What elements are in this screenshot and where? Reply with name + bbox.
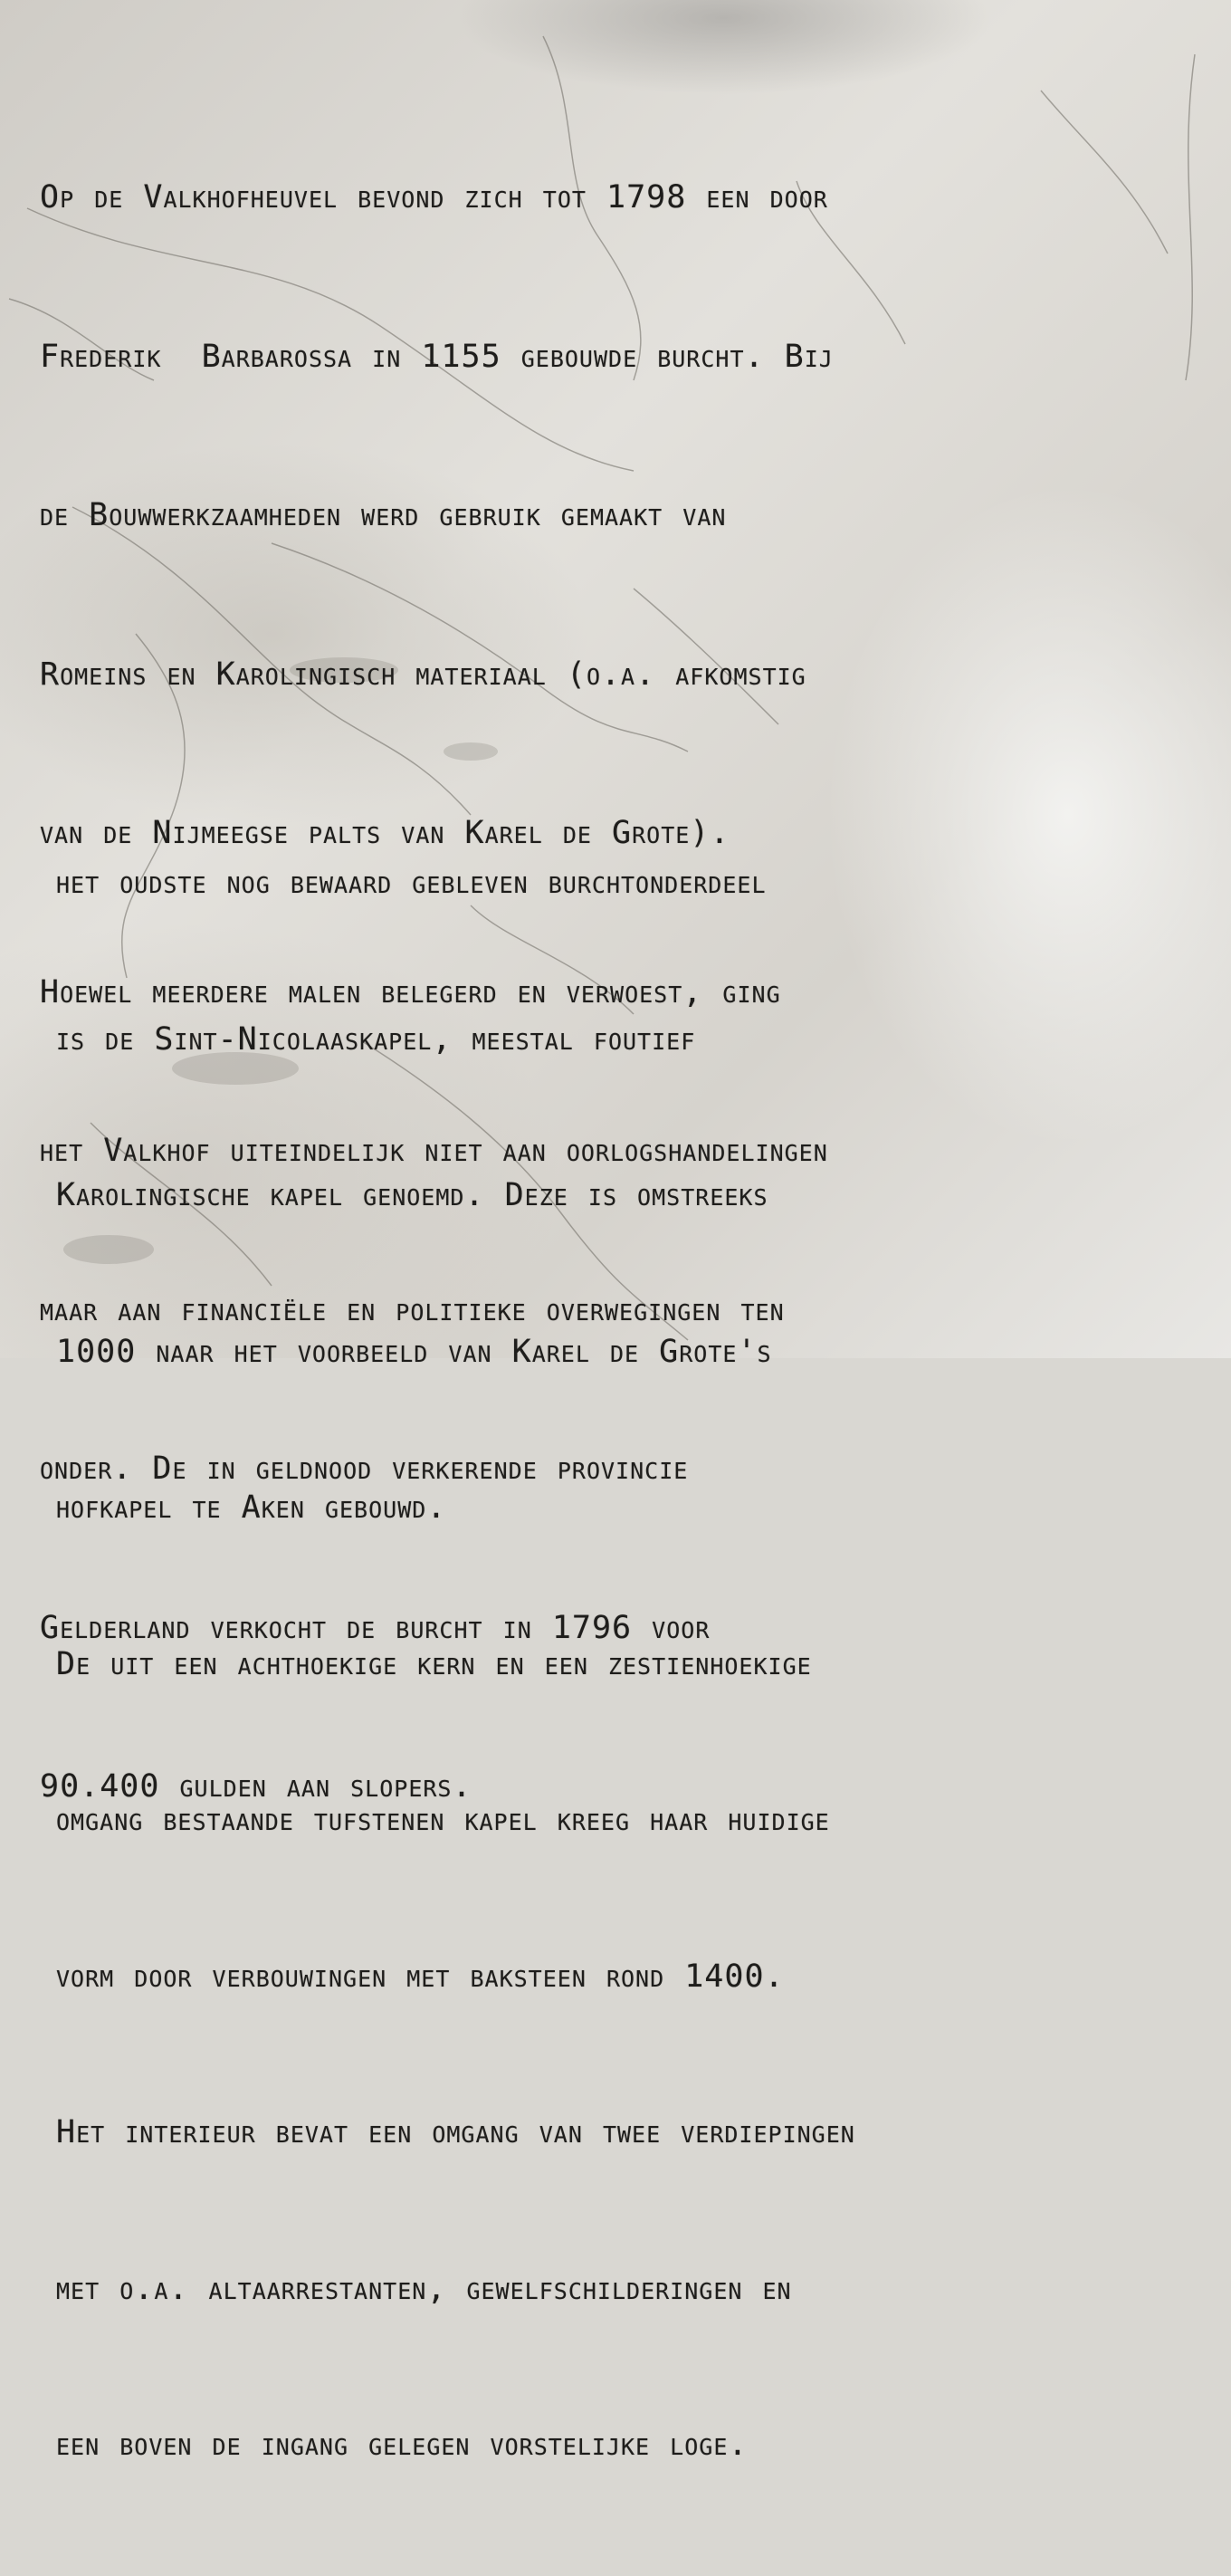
text-line: het oudste nog bewaard gebleven burchtonderdeel bbox=[56, 865, 767, 901]
text-line: met o.a. altaarrestanten, gewelfschilderingen en bbox=[56, 2270, 792, 2307]
text-line: Hoewel meerdere malen belegerd en verwoest, ging bbox=[40, 973, 781, 1010]
text-line: van de Nijmeegse palts van Karel de Grote). bbox=[40, 815, 730, 851]
text-line: De uit een achthoekige kern en een zestienhoekige bbox=[56, 1645, 812, 1682]
text-line: hofkapel te Aken gebouwd. bbox=[56, 1489, 447, 1526]
text-line: Gelderland verkocht de burcht in 1796 voor bbox=[40, 1609, 711, 1646]
text-line: maar aan financiële en politieke overwegingen ten bbox=[40, 1291, 785, 1328]
crack-line bbox=[1186, 54, 1195, 380]
text-line: de Bouwwerkzaamheden werd gebruik gemaakt van bbox=[40, 497, 727, 533]
text-line: Op de Valkhofheuvel bevond zich tot 1798 een door bbox=[40, 179, 828, 215]
text-line: is de Sint-Nicolaaskapel, meestal foutief bbox=[56, 1020, 696, 1058]
crack-line bbox=[1041, 91, 1168, 254]
text-line: vorm door verbouwingen met baksteen rond 1400. bbox=[56, 1958, 785, 1995]
text-line: onder. De in geldnood verkerende provincie bbox=[40, 1451, 689, 1487]
text-line: 1000 naar het voorbeeld van Karel de Grote's bbox=[56, 1333, 772, 1370]
text-line: het Valkhof uiteindelijk niet aan oorlogshandelingen bbox=[40, 1133, 828, 1169]
text-line: Frederik Barbarossa in 1155 gebouwde burcht. Bij bbox=[40, 338, 834, 375]
text-line: Karolingische kapel genoemd. Deze is omstreeks bbox=[56, 1177, 768, 1213]
text-line: Het interieur bevat een omgang van twee verdiepingen bbox=[56, 2114, 855, 2150]
paragraph-sint-nicolaaskapel bbox=[56, 753, 855, 2576]
text-line: omgang bestaande tufstenen kapel kreeg haar huidige bbox=[56, 1802, 830, 1838]
text-line: een boven de ingang gelegen vorstelijke loge. bbox=[56, 2427, 749, 2463]
text-line: Romeins en Karolingisch materiaal (o.a. afkomstig bbox=[40, 656, 806, 693]
text-line: 90.400 gulden aan slopers. bbox=[40, 1768, 472, 1805]
